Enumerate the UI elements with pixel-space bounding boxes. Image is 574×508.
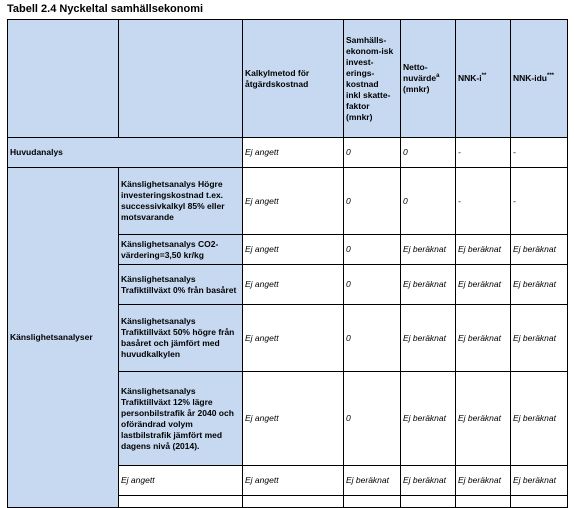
row-label: Känslighetsanalys Högre investeringskostnad t.ex. successivkalkyl 85% eller motsvarande bbox=[119, 168, 243, 235]
cell-kalkylmetod: Ej angett bbox=[243, 138, 344, 168]
header-empty bbox=[8, 20, 119, 138]
header-empty bbox=[119, 20, 243, 138]
cell-nnk-idu: - bbox=[511, 138, 568, 168]
cell-samhallsekonomisk: 0 bbox=[344, 265, 401, 305]
cell-kalkylmetod: Ej angett bbox=[243, 168, 344, 235]
cell-samhallsekonomisk: 0 bbox=[344, 305, 401, 372]
table-row bbox=[8, 168, 568, 235]
cell-nnk-i: Ej beräknat bbox=[456, 305, 511, 372]
cell-nnk-idu: Ej beräknat bbox=[511, 372, 568, 466]
row-label: Känslighetsanalys Trafiktillväxt 50% högre från basåret och jämfört med huvudkalkylen bbox=[119, 305, 243, 372]
table-row bbox=[8, 138, 568, 168]
cell-nettonuvarde: 0 bbox=[401, 168, 456, 235]
cell-samhallsekonomisk: 0 bbox=[344, 168, 401, 235]
cell-nnk-i bbox=[456, 496, 511, 508]
cell-kalkylmetod bbox=[243, 496, 344, 508]
cell-nettonuvarde: Ej beräknat bbox=[401, 466, 456, 496]
header-nnk-idu: NNK-idu*** bbox=[511, 20, 568, 138]
header-samhallsekonomisk: Samhälls- ekonom-isk invest- erings- kostnad inkl skatte- faktor (mnkr) bbox=[344, 20, 401, 138]
row-label bbox=[119, 496, 243, 508]
row-group-label: Huvudanalys bbox=[8, 138, 243, 168]
cell-kalkylmetod: Ej angett bbox=[243, 235, 344, 265]
cell-samhallsekonomisk: 0 bbox=[344, 235, 401, 265]
key-figures-table bbox=[7, 19, 568, 508]
cell-nnk-i: - bbox=[456, 168, 511, 235]
cell-nnk-i: Ej beräknat bbox=[456, 265, 511, 305]
cell-nnk-i: - bbox=[456, 138, 511, 168]
cell-nnk-idu: - bbox=[511, 168, 568, 235]
cell-kalkylmetod: Ej angett bbox=[243, 466, 344, 496]
row-label: Ej angett bbox=[119, 466, 243, 496]
cell-nettonuvarde: Ej beräknat bbox=[401, 265, 456, 305]
cell-samhallsekonomisk: 0 bbox=[344, 372, 401, 466]
cell-nettonuvarde: Ej beräknat bbox=[401, 305, 456, 372]
cell-nnk-i: Ej beräknat bbox=[456, 372, 511, 466]
cell-kalkylmetod: Ej angett bbox=[243, 305, 344, 372]
header-nettonuvarde: Netto- nuvärde$^a$ (mnkr) bbox=[401, 20, 456, 138]
cell-samhallsekonomisk: 0 bbox=[344, 138, 401, 168]
row-label: Känslighetsanalys CO2-värdering=3,50 kr/kg bbox=[119, 235, 243, 265]
header-row bbox=[8, 20, 568, 138]
cell-nnk-idu: Ej beräknat bbox=[511, 265, 568, 305]
cell-nettonuvarde: Ej beräknat bbox=[401, 372, 456, 466]
cell-nnk-idu: Ej beräknat bbox=[511, 235, 568, 265]
header-kalkylmetod: Kalkylmetod för åtgärdskostnad bbox=[243, 20, 344, 138]
header-nnk-i: NNK-i** bbox=[456, 20, 511, 138]
cell-samhallsekonomisk bbox=[344, 496, 401, 508]
cell-nnk-i: Ej beräknat bbox=[456, 466, 511, 496]
cell-samhallsekonomisk: Ej beräknat bbox=[344, 466, 401, 496]
cell-nnk-i: Ej beräknat bbox=[456, 235, 511, 265]
row-label: Känslighetsanalys Trafiktillväxt 0% från basåret bbox=[119, 265, 243, 305]
cell-kalkylmetod: Ej angett bbox=[243, 265, 344, 305]
cell-nettonuvarde bbox=[401, 496, 456, 508]
cell-nettonuvarde: 0 bbox=[401, 138, 456, 168]
cell-nnk-idu bbox=[511, 496, 568, 508]
table-title: Tabell 2.4 Nyckeltal samhällsekonomi bbox=[7, 3, 204, 15]
row-group-label: Känslighetsanalyser bbox=[8, 168, 119, 508]
row-label: Känslighetsanalys Trafiktillväxt 12% lägre personbilstrafik år 2040 och oförändrad volym lastbilstrafik jämfört med dagens nivå (2014). bbox=[119, 372, 243, 466]
cell-nnk-idu: Ej beräknat bbox=[511, 305, 568, 372]
cell-nettonuvarde: Ej beräknat bbox=[401, 235, 456, 265]
cell-nnk-idu: Ej beräknat bbox=[511, 466, 568, 496]
cell-kalkylmetod: Ej angett bbox=[243, 372, 344, 466]
